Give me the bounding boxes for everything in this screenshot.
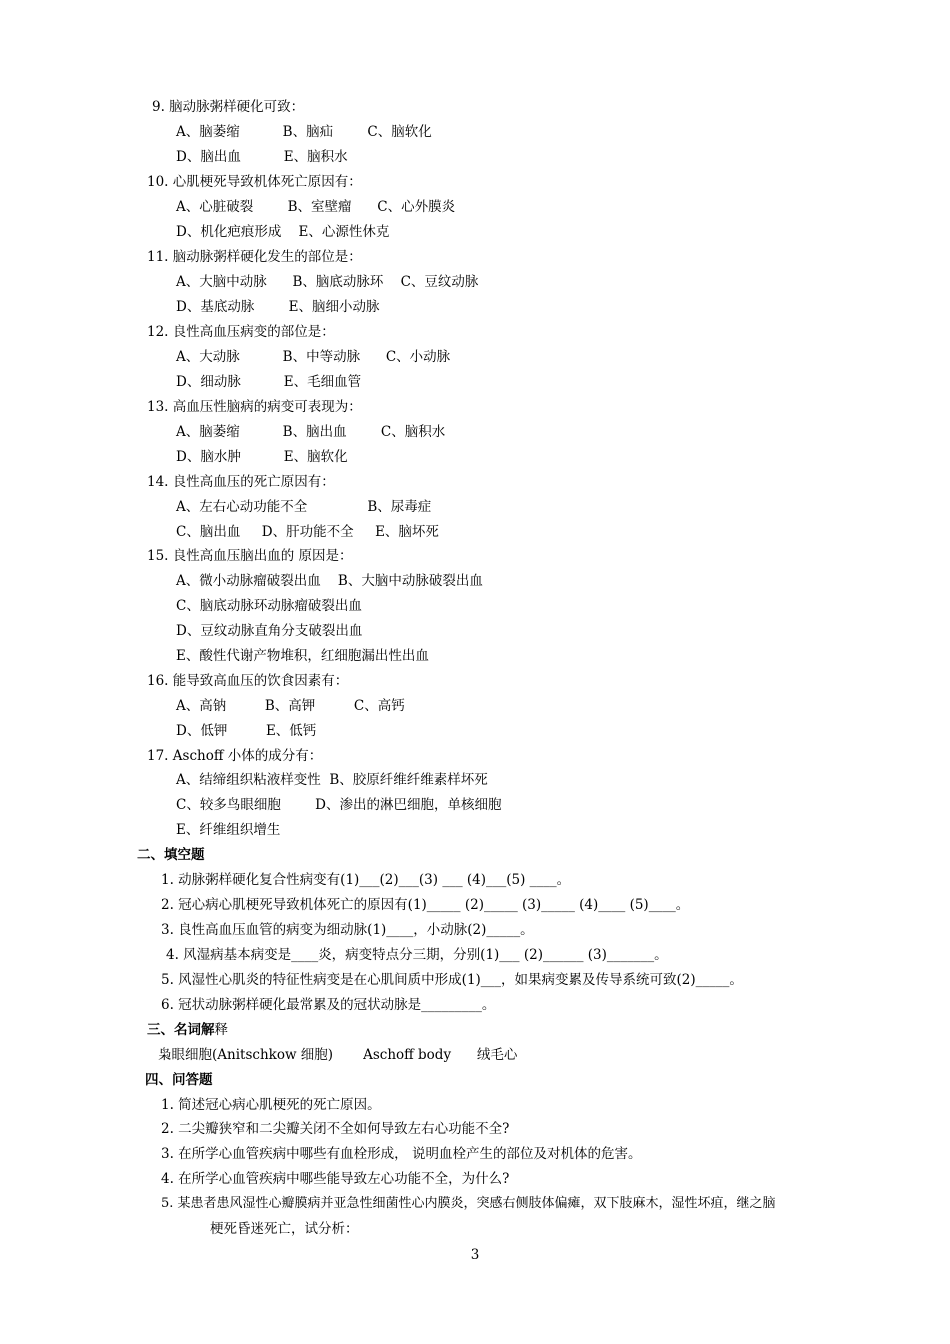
section-heading-terms [147, 1021, 228, 1039]
option-line: A、大脑中动脉 B、脑底动脉环 C、豆纹动脉 [176, 274, 479, 290]
question-17: 17. Aschoff 小体的成分有： [147, 748, 323, 764]
option-line: A、微小动脉瘤破裂出血 B、大脑中动脉破裂出血 [176, 573, 483, 589]
question-13: 13. 高血压性脑病的病变可表现为： [147, 399, 362, 415]
fill-item: 4. 风湿病基本病变是____炎，病变特点分三期，分别(1)___ (2)______ (3)_______。 [166, 947, 668, 963]
section-heading-part: 释 [214, 1022, 228, 1038]
option-line: D、低钾 E、低钙 [176, 723, 317, 739]
option-line: D、脑出血 E、脑积水 [176, 149, 348, 165]
option-line: A、高钠 B、高钾 C、高钙 [176, 698, 405, 714]
option-line: D、机化疤痕形成 E、心源性休克 [176, 224, 390, 240]
fill-item: 1. 动脉粥样硬化复合性病变有(1)___(2)___(3) ___ (4)___(5) ____。 [161, 872, 571, 888]
fill-item: 3. 良性高血压血管的病变为细动脉(1)____，小动脉(2)_____。 [161, 922, 534, 938]
section-heading-part: 解 [201, 1022, 215, 1038]
section-heading-questions: 四、问答题 [145, 1072, 213, 1088]
question-12: 12. 良性高血压病变的部位是： [147, 324, 335, 340]
question-10: 10. 心肌梗死导致机体死亡原因有： [147, 174, 362, 190]
question-14: 14. 良性高血压的死亡原因有： [147, 474, 335, 490]
fill-item: 6. 冠状动脉粥样硬化最常累及的冠状动脉是_________。 [161, 997, 496, 1013]
option-line: A、大动脉 B、中等动脉 C、小动脉 [176, 349, 451, 365]
option-line: C、较多鸟眼细胞 D、渗出的淋巴细胞，单核细胞 [176, 797, 502, 813]
option-line: D、脑水肿 E、脑软化 [176, 449, 348, 465]
terms-line: 枭眼细胞(Anitschkow 细胞) Aschoff body 绒毛心 [158, 1047, 518, 1063]
qa-item: 4. 在所学心血管疾病中哪些能导致左心功能不全，为什么? [161, 1171, 510, 1187]
fill-item: 5. 风湿性心肌炎的特征性病变是在心肌间质中形成(1)___，如果病变累及传导系统可致(2)_____。 [161, 972, 743, 988]
question-11: 11. 脑动脉粥样硬化发生的部位是： [147, 249, 362, 265]
qa-item: 3. 在所学心血管疾病中哪些有血栓形成， 说明血栓产生的部位及对机体的危害。 [161, 1146, 642, 1162]
option-line: A、结缔组织粘液样变性 B、胶原纤维纤维素样坏死 [176, 772, 488, 788]
fill-item: 2. 冠心病心肌梗死导致机体死亡的原因有(1)_____ (2)_____ (3)_____ (4)____ (5)____。 [161, 897, 690, 913]
question-9: 9. 脑动脉粥样硬化可致： [152, 99, 305, 115]
question-15: 15. 良性高血压脑出血的 原因是： [147, 548, 353, 564]
qa-item: 2. 二尖瓣狭窄和二尖瓣关闭不全如何导致左右心功能不全? [161, 1121, 510, 1137]
qa-item-continuation: 梗死昏迷死亡，试分析： [210, 1221, 359, 1237]
qa-item: 1. 简述冠心病心肌梗死的死亡原因。 [161, 1097, 381, 1113]
page-number: 3 [470, 1247, 480, 1263]
option-line: A、脑萎缩 B、脑出血 C、脑积水 [176, 424, 446, 440]
option-line: A、左右心动功能不全 B、尿毒症 [176, 499, 432, 515]
option-line: D、基底动脉 E、脑细小动脉 [176, 299, 380, 315]
option-line: E、纤维组织增生 [176, 822, 281, 838]
option-line: D、细动脉 E、毛细血管 [176, 374, 362, 390]
option-line: D、豆纹动脉直角分支破裂出血 [176, 623, 363, 639]
qa-item: 5. 某患者患风湿性心瓣膜病并亚急性细菌性心内膜炎，突感右侧肢体偏瘫，双下肢麻木，湿性坏疽，继之脑 [161, 1196, 776, 1211]
option-line: E、酸性代谢产物堆积，红细胞漏出性出血 [176, 648, 429, 664]
option-line: A、脑萎缩 B、脑疝 C、脑软化 [176, 124, 432, 140]
question-16: 16. 能导致高血压的饮食因素有： [147, 673, 349, 689]
section-heading-fill-in: 二、填空题 [137, 847, 205, 863]
section-heading-part: 三、名词 [147, 1022, 201, 1038]
option-line: C、脑出血 D、肝功能不全 E、脑坏死 [176, 524, 439, 540]
option-line: C、脑底动脉环动脉瘤破裂出血 [176, 598, 362, 614]
option-line: A、心脏破裂 B、室壁瘤 C、心外膜炎 [176, 199, 456, 215]
